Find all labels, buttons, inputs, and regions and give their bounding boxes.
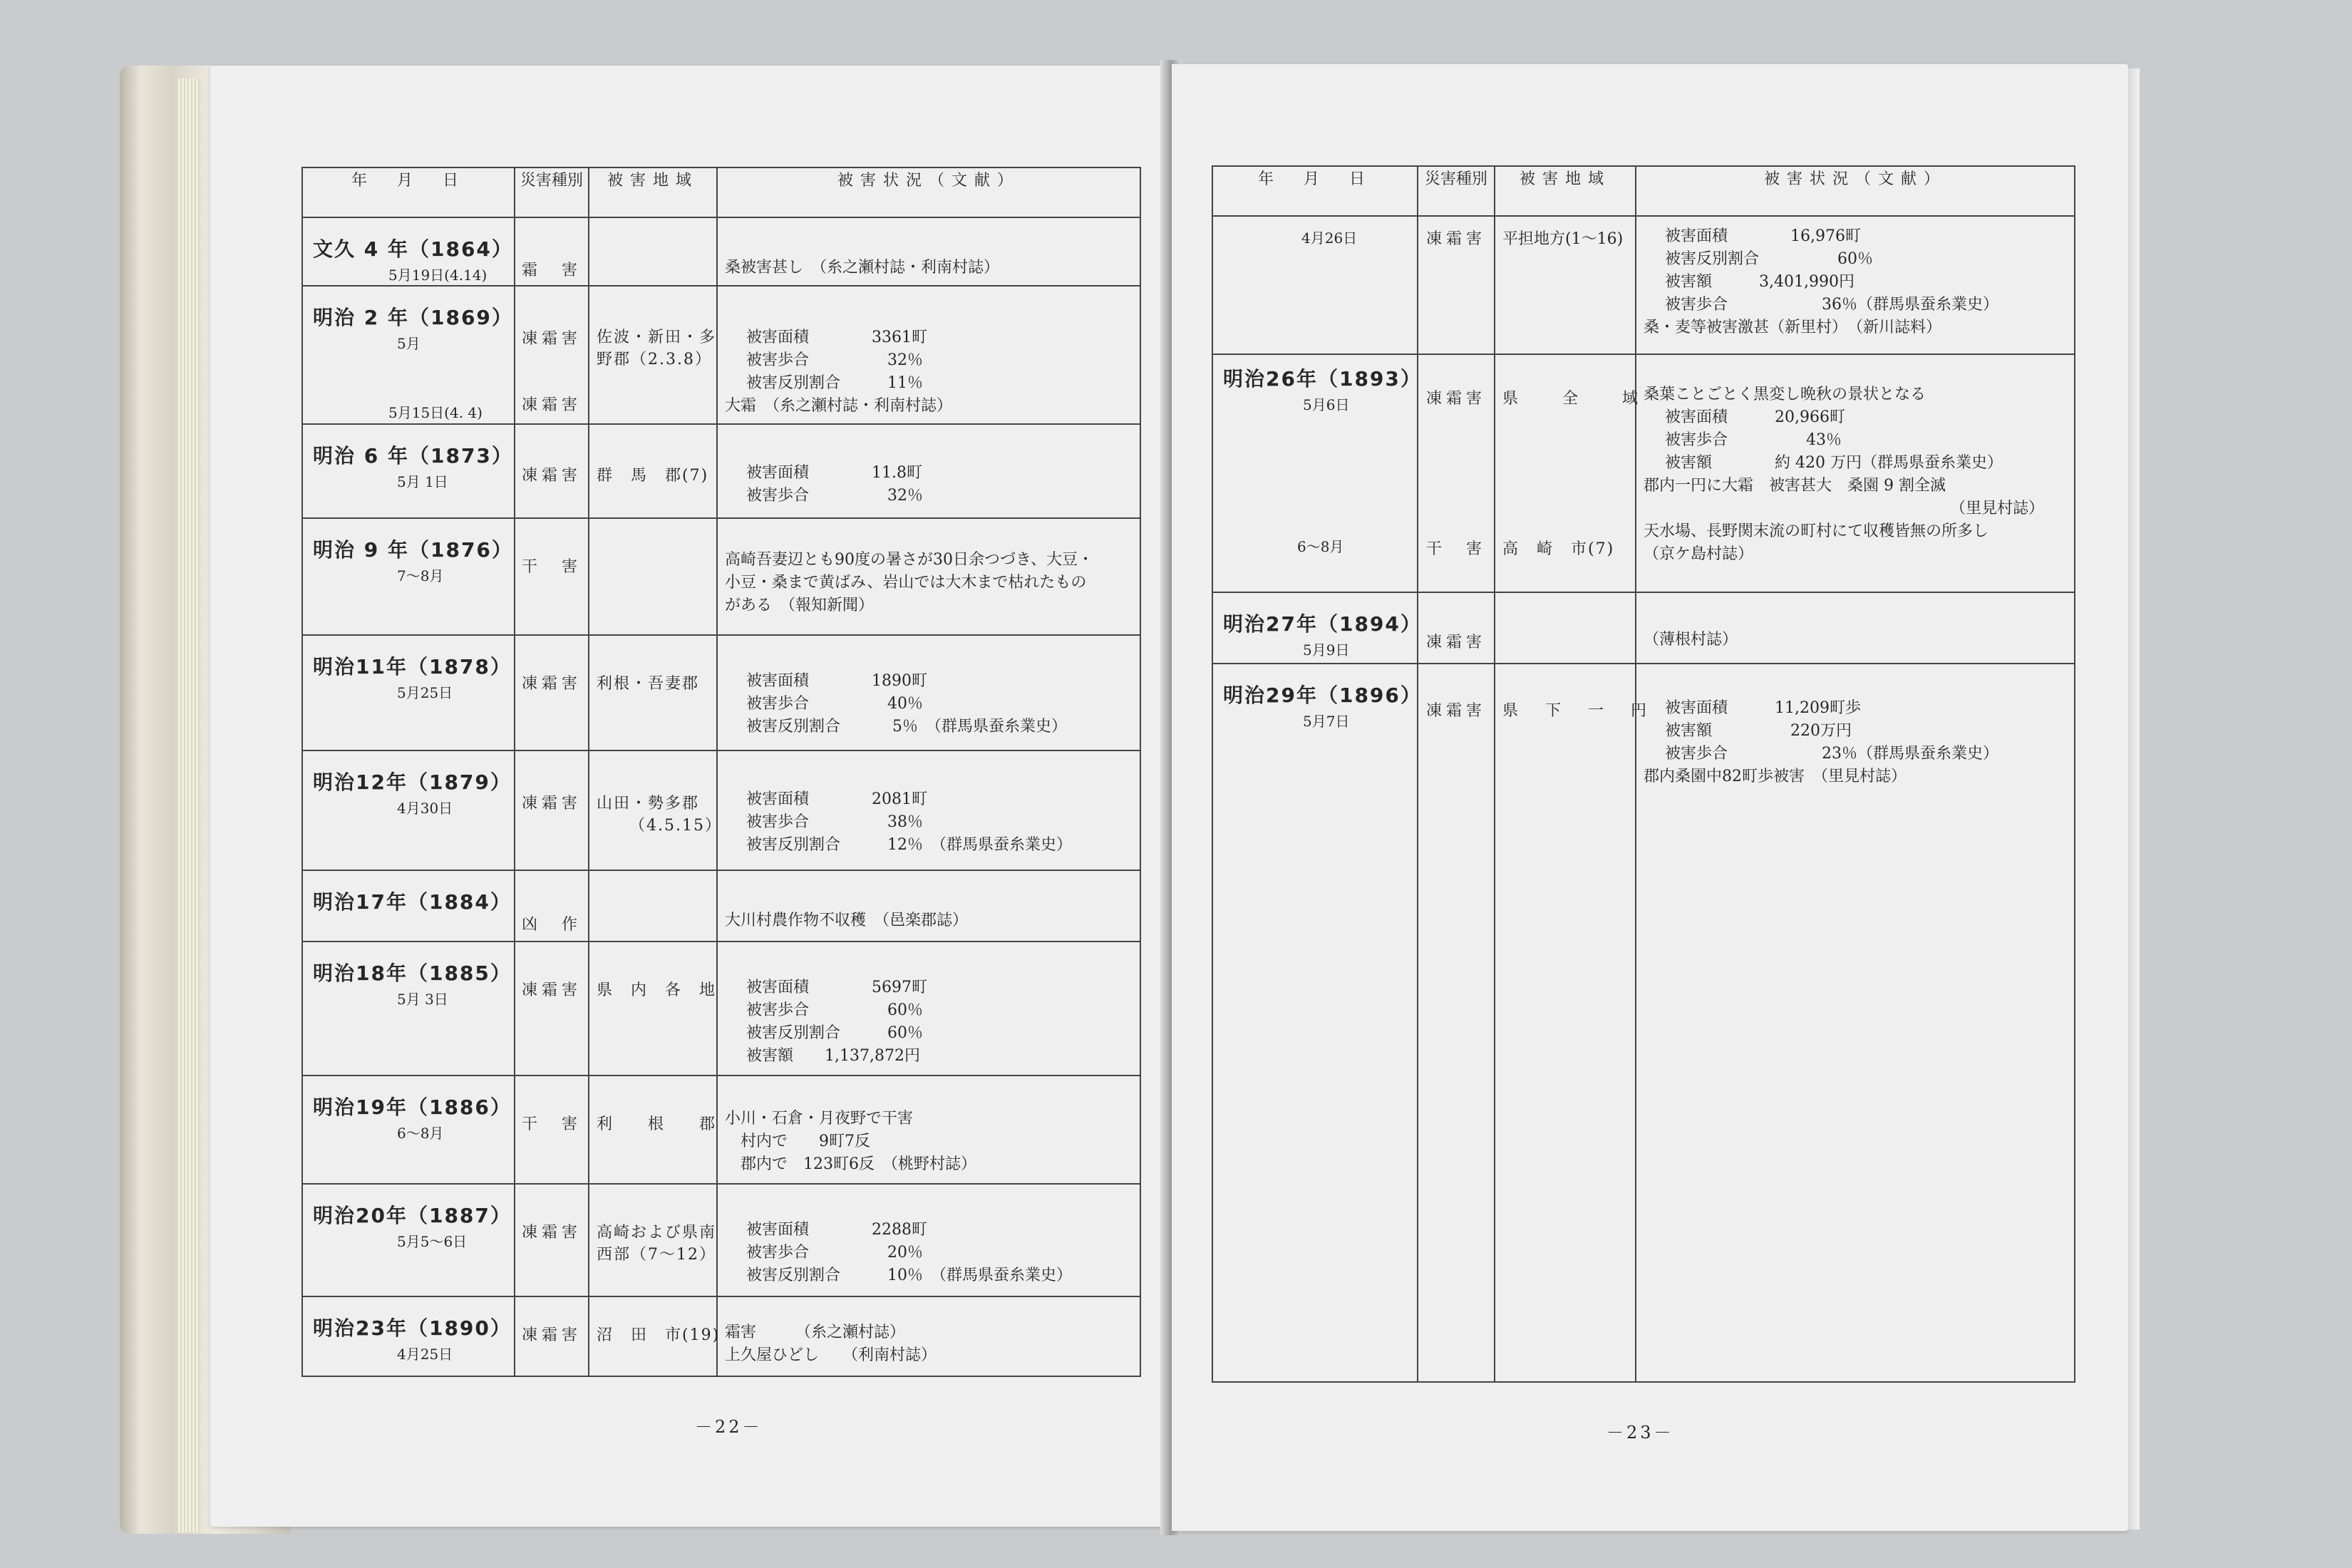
table-row: [302, 1076, 1140, 1184]
area-label: 群 馬 郡(7): [597, 467, 709, 485]
status-line: 桑・麦等被害激甚（新里村） （新川誌料）: [1644, 319, 1942, 336]
status-line: 被害歩合 60％: [746, 1001, 923, 1019]
area-label: 平担地方(1～16): [1502, 230, 1624, 248]
right-disaster-table: [1212, 165, 2075, 1383]
area-label: 県 内 各 地: [597, 981, 717, 999]
status-line: 被害面積 20,966町: [1665, 408, 1845, 426]
area-label: 利 根 郡: [597, 1115, 717, 1133]
status-line: 郡内一円に大霜 被害甚大 桑園 9 割全滅: [1644, 477, 1946, 495]
table-header-row: [302, 167, 1140, 217]
area-label-2: 西部（7～12）: [597, 1246, 716, 1264]
left-disaster-table: [301, 167, 1141, 1377]
year-label: 明治23年（1890）: [313, 1316, 512, 1340]
table-row: [302, 286, 1140, 424]
type-label: 凍霜害: [521, 467, 582, 485]
status-line: 被害歩合 38％: [746, 813, 923, 831]
table-header-row: [1212, 166, 2075, 216]
status-line: 桑葉ことごとく黒変し晩秋の景状となる: [1644, 386, 1927, 403]
page-number-right: －23－: [1606, 1423, 1674, 1443]
type-label-2: 干 害: [1425, 540, 1486, 558]
status-line: 上久屋ひどし （利南村誌）: [725, 1346, 937, 1364]
status-line: 被害反別割合 60％: [1665, 250, 1873, 268]
status-line: 桑被害甚し （糸之瀬村誌・利南村誌）: [725, 259, 1000, 277]
date-label: 5月5～6日: [397, 1233, 468, 1250]
header-status: 被害状況（文献）: [1636, 166, 2075, 216]
status-line: 天水場、長野関末流の町村にて収穫皆無の所多し: [1644, 522, 1989, 540]
status-line: がある （報知新聞）: [725, 597, 875, 614]
type-label: 凍霜害: [521, 675, 582, 693]
status-line: 村内で 9町7反: [725, 1133, 870, 1150]
status-line: 被害面積 5697町: [746, 979, 927, 996]
year-label: 明治18年（1885）: [313, 961, 512, 985]
status-line: 郡内で 123町6反 （桃野村誌）: [725, 1155, 976, 1173]
table-row: [302, 870, 1140, 942]
area-label: 県 全 域: [1502, 390, 1643, 408]
date-label: 5月7日: [1303, 713, 1350, 730]
status-line: （京ケ島村誌）: [1644, 545, 1754, 563]
year-label: 明治11年（1878）: [313, 655, 512, 679]
year-label: 明治26年（1893）: [1223, 367, 1422, 391]
year-label: 明治20年（1887）: [313, 1204, 512, 1227]
date-label: 4月30日: [397, 800, 453, 817]
type-label: 凶 作: [521, 916, 582, 934]
date-label: 5月9日: [1303, 641, 1350, 659]
type-label: 凍霜害: [521, 330, 582, 348]
header-type: 災害種別: [515, 167, 589, 217]
table-row: [1212, 664, 2075, 1382]
table-row: [302, 1184, 1140, 1296]
table-row: [302, 635, 1140, 751]
status-line: 小豆・桑まで黄ばみ、岩山では大木まで枯れたもの: [725, 574, 1087, 592]
status-line: 被害反別割合 12％ （群馬県蚕糸業史）: [746, 836, 1072, 854]
date-label: 4月26日: [1301, 229, 1358, 247]
table-row: [1212, 216, 2075, 354]
date-label: 4月25日: [397, 1346, 453, 1363]
header-type: 災害種別: [1418, 166, 1495, 216]
header-area: 被害地域: [589, 167, 717, 217]
type-label: 凍霜害: [1425, 634, 1486, 651]
status-line: 被害歩合 20％: [746, 1244, 923, 1262]
year-label: 文久 4 年（1864）: [313, 237, 513, 261]
type-label: 凍霜害: [521, 1326, 582, 1344]
type-label: 干 害: [521, 558, 582, 576]
table-row: [302, 942, 1140, 1076]
area-label-2: 野郡（2.3.8）: [597, 351, 712, 368]
date-label: 7～8月: [397, 567, 444, 584]
table-row: [302, 751, 1140, 870]
status-line: 被害面積 16,976町: [1665, 227, 1861, 245]
status-line: 被害面積 11,209町歩: [1665, 699, 1861, 717]
status-line: 被害歩合 32％: [746, 487, 923, 505]
year-label: 明治 9 年（1876）: [313, 538, 513, 562]
status-line: 被害面積 3361町: [746, 329, 927, 346]
status-line: 郡内桑園中82町歩被害 （里見村誌）: [1644, 768, 1907, 785]
type-label: 干 害: [521, 1115, 582, 1133]
status-line: 被害面積 2288町: [746, 1221, 927, 1239]
status-line: 被害歩合 32％: [746, 351, 923, 369]
year-label: 明治19年（1886）: [313, 1095, 512, 1119]
status-line: 霜害 （糸之瀬村誌）: [725, 1324, 906, 1341]
page-stack-lines: [178, 78, 200, 1532]
table-row: [1212, 592, 2075, 664]
area-label: 県 下 一 円: [1502, 702, 1653, 720]
status-line: （薄根村誌）: [1644, 631, 1738, 649]
status-line: 被害面積 2081町: [746, 790, 927, 808]
status-line: 被害歩合 36％（群馬県蚕糸業史）: [1665, 296, 1998, 314]
area-label: 佐波・新田・多: [597, 329, 717, 346]
table-row: [302, 518, 1140, 635]
area-label-2: （4.5.15）: [629, 817, 722, 835]
right-page: [1172, 64, 2128, 1531]
page-number-left: －22－: [695, 1417, 763, 1437]
table-row: [1212, 354, 2075, 592]
year-label: 明治27年（1894）: [1223, 612, 1422, 636]
header-date: 年 月 日: [1212, 166, 1418, 216]
date-label: 5月 1日: [397, 473, 448, 490]
date-label: 5月 3日: [397, 991, 448, 1008]
type-label: 凍霜害: [521, 981, 582, 999]
status-line: 大川村農作物不収穫 （邑楽郡誌）: [725, 912, 969, 929]
right-page-edge: [2128, 68, 2140, 1530]
status-line: 被害反別割合 10％ （群馬県蚕糸業史）: [746, 1267, 1072, 1284]
type-label: 凍霜害: [1425, 702, 1486, 720]
status-line: 被害歩合 40％: [746, 695, 923, 713]
table-row: [302, 424, 1140, 518]
status-line: 被害面積 1890町: [746, 672, 927, 690]
status-line: 大霜 （糸之瀬村誌・利南村誌）: [725, 397, 953, 415]
status-line: 高崎吾妻辺とも90度の暑さが30日余つづき、大豆・: [725, 551, 1094, 569]
type-label-2: 凍霜害: [521, 396, 582, 414]
type-label: 霜 害: [521, 262, 582, 279]
status-line: （里見村誌）: [1950, 500, 2045, 517]
area-label-2: 高 崎 市(7): [1502, 540, 1615, 558]
area-label: 沼 田 市(19): [597, 1326, 721, 1344]
year-label: 明治 6 年（1873）: [313, 444, 513, 468]
status-line: 被害歩合 23％（群馬県蚕糸業史）: [1665, 745, 1998, 763]
status-line: 被害反別割合 11％: [746, 374, 923, 392]
type-label: 凍霜害: [1425, 230, 1486, 248]
status-line: 被害額 約 420 万円（群馬県蚕糸業史）: [1665, 454, 2003, 472]
status-line: 被害歩合 43％: [1665, 431, 1842, 449]
date-label: 5月19日(4.14): [388, 267, 488, 284]
header-date: 年 月 日: [302, 167, 515, 217]
status-line: 被害額 220万円: [1665, 722, 1852, 740]
year-label: 明治 2 年（1869）: [313, 306, 513, 329]
date-label-2: 5月15日(4. 4): [388, 404, 483, 421]
status-line: 被害額 1,137,872円: [746, 1047, 920, 1065]
table-row: [302, 217, 1140, 286]
date-label: 5月25日: [397, 684, 453, 701]
status-line: 被害面積 11.8町: [746, 464, 922, 482]
date-label: 5月6日: [1303, 396, 1350, 413]
year-label: 明治29年（1896）: [1223, 684, 1422, 707]
area-label: 利根・吾妻郡: [597, 675, 700, 693]
type-label: 凍霜害: [1425, 390, 1486, 408]
status-line: 被害額 3,401,990円: [1665, 273, 1855, 291]
header-area: 被害地域: [1495, 166, 1636, 216]
year-label: 明治17年（1884）: [313, 890, 512, 914]
header-status: 被害状況（文献）: [717, 167, 1140, 217]
year-label: 明治12年（1879）: [313, 770, 512, 794]
date-label-2: 6～8月: [1297, 538, 1344, 555]
date-label: 5月: [397, 335, 421, 352]
left-page: [210, 66, 1167, 1527]
area-label: 山田・勢多郡: [597, 795, 700, 813]
table-row: [302, 1296, 1140, 1376]
type-label: 凍霜害: [521, 1224, 582, 1242]
status-line: 被害反別割合 5％ （群馬県蚕糸業史）: [746, 718, 1067, 736]
status-line: 被害反別割合 60％: [746, 1024, 923, 1042]
type-label: 凍霜害: [521, 795, 582, 813]
area-label: 高崎および県南: [597, 1224, 717, 1242]
status-line: 小川・石倉・月夜野で干害: [725, 1110, 914, 1128]
date-label: 6～8月: [397, 1125, 444, 1142]
